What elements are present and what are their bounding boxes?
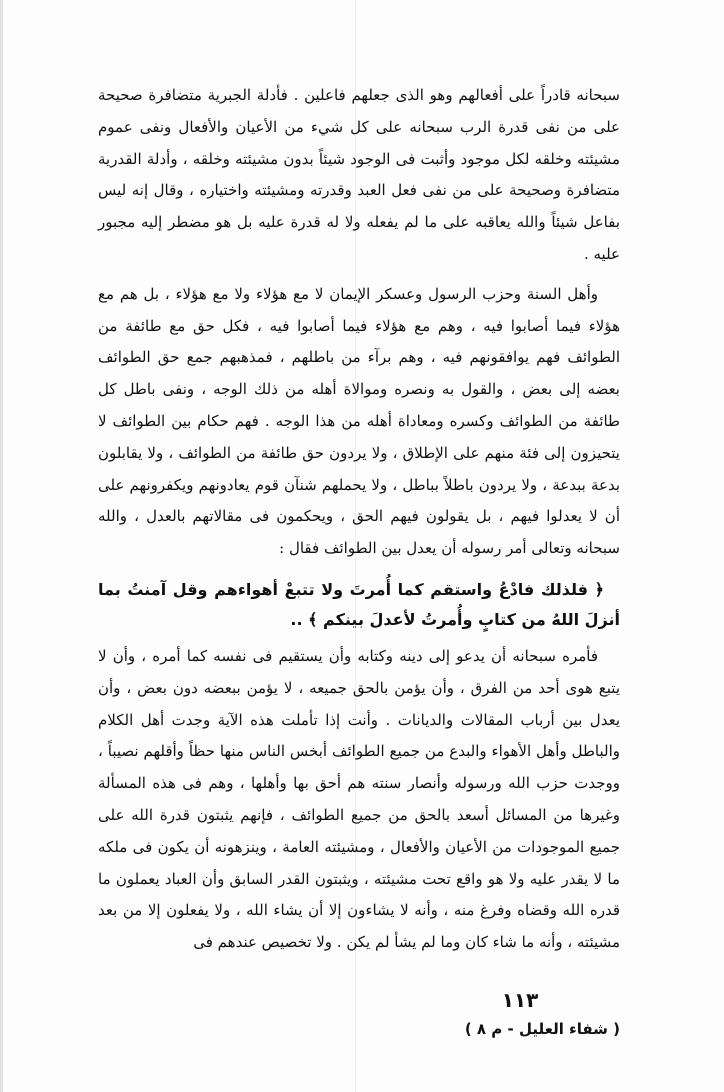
quran-verse-quote: ﴿ فلذلك فادْعُ واستقم كما أُمرتَ ولا تتبعْ أهواءهم وقل آمنتُ بما أنزلَ اللهُ من كتابٍ وأُمرتُ لأعدلَ بينكم ﴾ .. — [98, 579, 620, 629]
page-number: ١١٣ — [501, 988, 539, 1012]
paragraph-jabriyya-qadariyya: سبحانه قادراً على أفعالهم وهو الذى جعلهم فاعلين . فأدلة الجبرية متضافرة صحيحة على من نفى قدرة الرب سبحانه على كل شيء من الأعيان والأفعال ونفى عموم مشيئته وخلقه لكل موجود وأثبت فى الوجود شيئاً بدون مشيئته وخلقه ، وأدلة القدرية متضافرة وصحيحة على من نفى فعل العبد وقدرته ومشيئته واختياره ، وقال إنه ليس بفاعل شيئاً والله يعاقبه على ما لم يفعله ولا له قدرة عليه بل هو مضطر إليه مجبور عليه . — [98, 86, 620, 263]
body-text — [98, 80, 620, 959]
paragraph-ahl-al-sunna: وأهل السنة وحزب الرسول وعسكر الإيمان لا مع هؤلاء ولا مع هؤلاء ، بل هم مع هؤلاء فيما أصابوا فيه ، وهم مع هؤلاء فيما أصابوا فيه ، فكل حق مع طائفة من الطوائف فهم يوافقونهم فيه ، وهم برآء من باطلهم ، فمذهبهم جمع حق الطوائف بعضه إلى بعض ، والقول به ونصره وموالاة أهله من ذلك الوجه ، ونفى باطل كل طائفة من الطوائف وكسره ومعاداة أهله من هذا الوجه . فهم حكام بين الطوائف لا يتحيزون إلى فئة منهم على الإطلاق ، ولا يردون حق طائفة من الطوائف ، ولا يقابلون بدعة ببدعة ، ولا يردون باطلاً بباطل ، ولا يحملهم شنآن قوم يعادونهم ويكفرونهم على أن لا يعدلوا فيهم ، بل يقولون فيهم الحق ، ويحكمون فى مقالاتهم بالعدل ، والله سبحانه وتعالى أمر رسوله أن يعدل بين الطوائف فقال : — [98, 284, 620, 558]
page-edge — [0, 0, 3, 1092]
paragraph-command-to-justice: فأمره سبحانه أن يدعو إلى دينه وكتابه وأن يستقيم فى نفسه كما أمره ، وأن لا يتبع هوى أحد من الفرق ، وأن يؤمن بالحق جميعه ، لا يؤمن ببعضه دون بعض ، وأن يعدل بين أرباب المقالات والديانات . وأنت إذا تأملت هذه الآية وجدت أهل الكلام والباطل وأهل الأهواء والبدع من جميع الطوائف أبخس الناس منها حظاً وأقلهم نصيباً ، ووجدت حزب الله ورسوله وأنصار سنته هم أحق بها وأهلها ، وهم فى هذه المسألة وغيرها من المسائل أسعد بالحق من جميع الطوائف ، فإنهم يثبتون قدرة الله على جميع الموجودات من الأعيان والأفعال ، ومشيئته العامة ، وينزهونه أن يكون فى ملكه ما لا يقدر عليه ولا هو واقع تحت مشيئته ، ويثبتون القدر السابق وأن العباد يعملون ما قدره الله وقضاه وفرغ منه ، وأنه لا يشاءون إلا أن يشاء الله ، ولا يفعلون إلا من بعد مشيئته ، وأنه ما شاء كان وما لم يشأ لم يكن . ولا تخصيص عندهم فى — [98, 646, 620, 952]
printer-signature-mark: ( شفاء العليل - م ٨ ) — [464, 1020, 620, 1038]
